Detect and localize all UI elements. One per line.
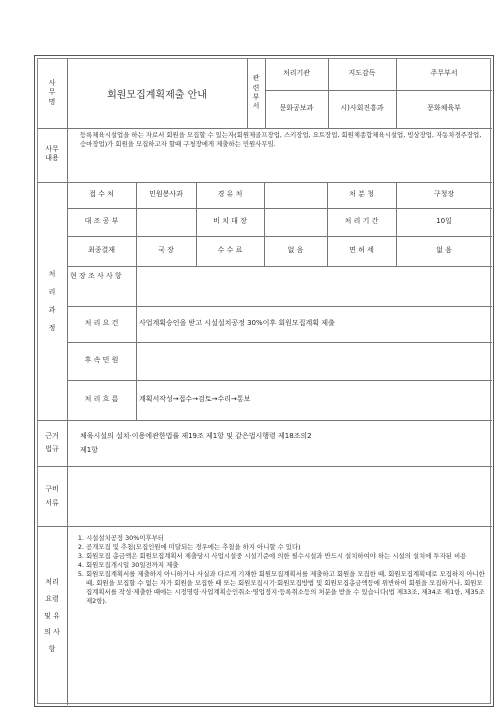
requirement-label: 처 리 요 건 <box>84 319 119 328</box>
route-value <box>264 182 327 208</box>
fee-label: 수 수 료 <box>217 246 243 255</box>
ledger-value <box>136 208 196 236</box>
site-survey-label: 현 장 조 사 사 항 <box>70 272 122 280</box>
note-item: 1. 시설설치공정 30%이후부터 <box>86 534 487 543</box>
disposal-value: 구청장 <box>433 190 455 199</box>
reception-label: 접 수 처 <box>89 190 114 199</box>
basis-label: 근거 법규 <box>45 432 59 453</box>
route-label: 경 유 처 <box>217 190 243 199</box>
license-tax-value: 없 음 <box>436 246 452 255</box>
note-item: 4. 회원모집개시일 30일전까지 제출 <box>86 561 487 570</box>
content-text: 등록체육시설업을 하는 자로서 회원을 모집할 수 있는자(회원제골프장업, 스키장업, 요트장업, 회원제종합체육시설업, 빙상장업, 자동차경주장업, 승마장업)가 회원을 모집하고자 할때 구청장에게 제출하는 민원사무임. <box>80 131 482 148</box>
dept-label: 관련부서 <box>252 74 260 111</box>
period-value: 10일 <box>436 217 452 226</box>
note-item: 3. 회원모집 총금액은 회원모집계획서 제출당시 사업시설중 시설기준에 의한 필수시설과 반드시 설치하여야 하는 시설의 설치에 투자된 비용 <box>86 552 487 561</box>
docs-label: 구비 서류 <box>45 485 59 507</box>
flow-label: 처 리 흐 름 <box>84 395 119 404</box>
notes-list <box>72 534 487 702</box>
note-item: 5. 회원모집계획서를 제출하지 아니하거나 사실과 다르게 기재한 회원모집계획서를 제출하고 회원을 모집한 때, 회원모집계획대로 모집하지 아니한 때, 회원을 모집할 수 없는 자가 회원을 모집한 때 또는 회원모집시기·회원모집방법 및 회원모집총금액등에 위반하여 회원을 모집하거나, 회원모집계획서를 작성·제출한 때에는 시정명령·사업계획승인취소·영업정지·등록취소등의 처분을 받을 수 있습니다(법 제33조, 제34조 제1항, 제35조 제2항). <box>86 570 487 606</box>
val-agency: 문화공보과 <box>279 104 314 113</box>
disposal-label: 처 분 청 <box>349 190 374 199</box>
final-approval-value: 국 장 <box>158 246 174 255</box>
ledger-label: 대 조 공 부 <box>84 217 119 226</box>
page-title: 회원모집계획제출 안내 <box>107 89 207 101</box>
reception-value: 민원봉사과 <box>149 190 183 199</box>
val-main-dept: 문화체육부 <box>427 104 461 113</box>
final-approval-label: 최종결재 <box>87 246 116 255</box>
note-item: 2. 공개모집 및 추첨(모집인원에 미달되는 경우에는 추첨을 하지 아니할 수 있다) <box>86 543 487 552</box>
license-tax-label: 면 허 세 <box>349 246 374 255</box>
notes-label: 처리 요령 및 유의 사항 <box>44 578 60 654</box>
follow-up-label: 후 속 민 원 <box>84 356 119 365</box>
col-supervision: 지도감독 <box>348 69 376 78</box>
period-label: 처 리 기 간 <box>344 217 379 226</box>
content-label: 사무 내용 <box>45 144 59 162</box>
flow-value: 계획서작성→접수→검토→수리→통보 <box>139 395 251 404</box>
requirement-value: 사업계획승인을 받고 시설설치공정 30%이후 회원모집계획 제출 <box>139 319 335 328</box>
section-label: 사 무 명 <box>48 78 56 106</box>
register-label: 비 치 대 장 <box>213 217 247 226</box>
register-value <box>264 208 327 236</box>
col-main-dept: 주무부서 <box>430 69 458 78</box>
basis-text: 체육시설의 설치·이용에관한법률 제19조 제1항 및 같은법시행령 제18조의2 제1항 <box>80 432 312 455</box>
val-supervision: 시)사회진흥과 <box>340 104 384 113</box>
fee-value: 없 음 <box>287 246 304 255</box>
col-agency: 처리기관 <box>282 69 311 78</box>
process-label: 처 리 과 정 <box>48 269 56 333</box>
